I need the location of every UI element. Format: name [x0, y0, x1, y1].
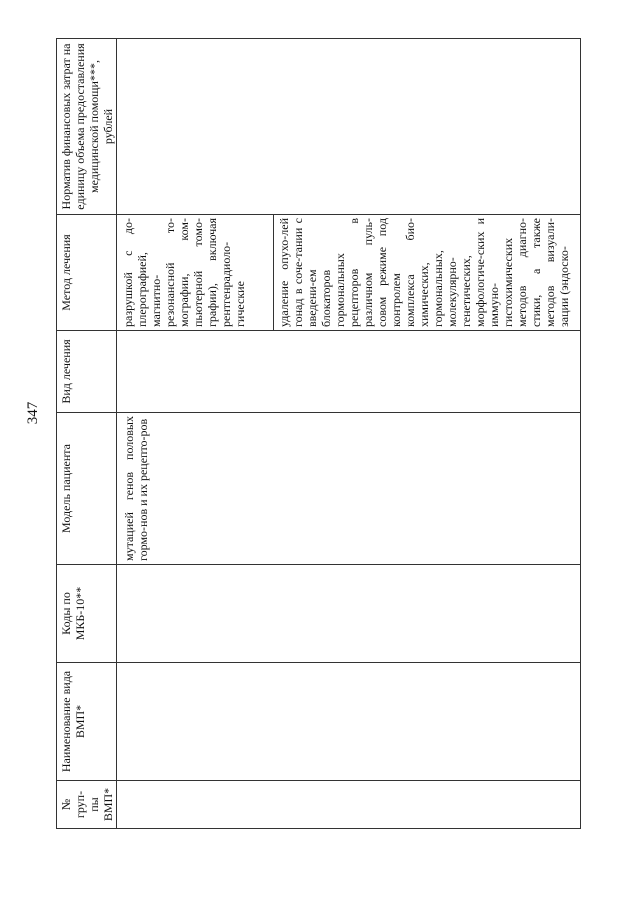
cell-treatment-type — [117, 331, 581, 413]
header-icd-codes: Коды по МКБ-10** — [57, 565, 117, 663]
cell-patient-model: мутацией генов половых гормо-нов и их рецепто-ров — [117, 413, 581, 565]
cell-group-number — [117, 781, 581, 829]
header-cost-standard: Норматив финансовых затрат на единицу объема предоставления медицинской помощи***, рублей — [57, 39, 117, 215]
header-treatment-method: Метод лечения — [57, 215, 117, 331]
cell-treatment-method — [117, 215, 581, 331]
method-text-continued: разрушкой с до-плерографией, магнитно-резонансной то-мографии, ком-пьютерной томо-графии), включая рентгенрадиоло-гические — [117, 215, 274, 330]
cell-icd-codes — [117, 565, 581, 663]
table-header-row — [57, 39, 117, 829]
header-treatment-type: Вид лечения — [57, 331, 117, 413]
header-group-number: № груп-пы ВМП* — [57, 781, 117, 829]
cell-vmp-name — [117, 663, 581, 781]
table-row — [117, 39, 581, 829]
data-table — [56, 38, 581, 829]
header-patient-model: Модель пациента — [57, 413, 117, 565]
page-number: 347 — [25, 401, 41, 425]
cell-cost-standard — [117, 39, 581, 215]
method-text-removal: удаление опухо-лей гонад в соче-тании с введени-ем блокаторов гормональных рецепторов в различном пуль-совом режиме под контролем комплекса био-химических, гормональных, молекулярно-генетических, морфологиче-ских и иммуно-гистохимических методов диагно-стики, а также методов визуали-зации (эндоско- — [277, 218, 571, 327]
header-vmp-name: Наименование вида ВМП* — [57, 663, 117, 781]
